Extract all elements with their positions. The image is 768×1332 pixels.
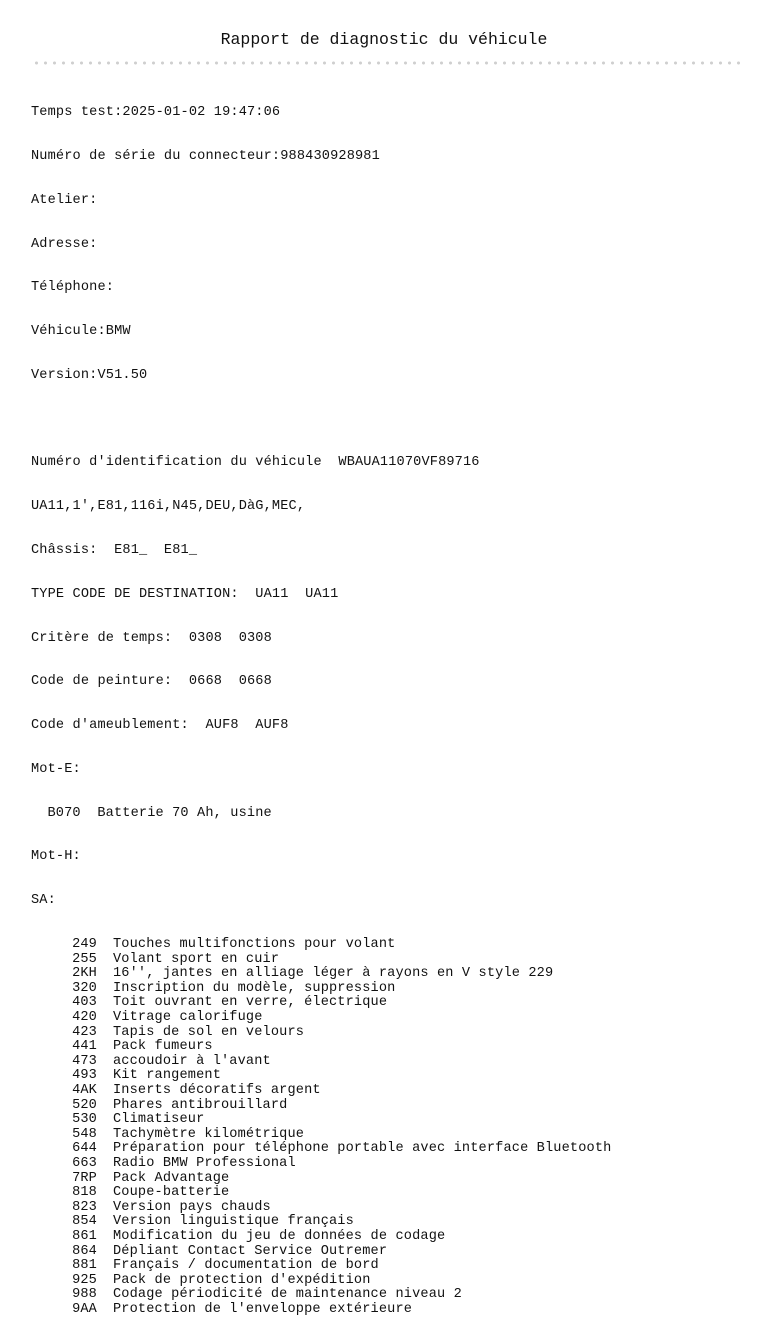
mot-h-label: Mot-H: bbox=[31, 849, 81, 865]
sa-option-description: Inserts décoratifs argent bbox=[113, 1082, 321, 1098]
sa-option-row bbox=[31, 1026, 611, 1041]
sa-option-row bbox=[31, 1201, 611, 1216]
sa-option-code: 663 bbox=[72, 1155, 97, 1171]
sa-option-code: 644 bbox=[72, 1141, 97, 1157]
sa-option-row bbox=[31, 1055, 611, 1070]
sa-option-code: 320 bbox=[72, 980, 97, 996]
sa-option-description: Pack de protection d'expédition bbox=[113, 1272, 371, 1288]
sa-option-code: 423 bbox=[72, 1024, 97, 1040]
sa-option-description: Kit rangement bbox=[113, 1068, 221, 1084]
sa-option-code: 861 bbox=[72, 1228, 97, 1244]
mot-e-entry: B070 Batterie 70 Ah, usine bbox=[47, 805, 272, 821]
sa-option-description: Version pays chauds bbox=[113, 1199, 271, 1215]
blank-gap bbox=[31, 413, 611, 428]
sa-option-code: 255 bbox=[72, 951, 97, 967]
sa-option-row bbox=[31, 1288, 611, 1303]
mot-e-label: Mot-E: bbox=[31, 761, 81, 777]
upholstery-code-line: Code d'ameublement: AUF8 AUF8 bbox=[31, 718, 289, 734]
sa-option-description: 16'', jantes en alliage léger à rayons en V style 229 bbox=[113, 966, 554, 982]
sa-option-code: 441 bbox=[72, 1039, 97, 1055]
sa-option-description: Climatiseur bbox=[113, 1112, 205, 1128]
phone-line: Téléphone: bbox=[31, 280, 115, 296]
sa-option-row bbox=[31, 1303, 611, 1318]
sa-option-code: 881 bbox=[72, 1258, 97, 1274]
sa-option-row bbox=[31, 1011, 611, 1026]
sa-option-code: 854 bbox=[72, 1214, 97, 1230]
sa-option-code: 2KH bbox=[72, 966, 97, 982]
sa-option-code: 420 bbox=[72, 1010, 97, 1025]
sa-option-description: Tapis de sol en velours bbox=[113, 1024, 305, 1040]
sa-option-row bbox=[31, 1142, 611, 1157]
connector-serial-line: Numéro de série du connecteur:988430928981 bbox=[31, 148, 380, 164]
sa-option-row bbox=[31, 1069, 611, 1084]
sa-option-description: Dépliant Contact Service Outremer bbox=[113, 1243, 388, 1259]
sa-option-code: 9AA bbox=[72, 1301, 97, 1317]
sa-option-code: 530 bbox=[72, 1112, 97, 1128]
sa-label: SA: bbox=[31, 893, 56, 909]
sa-option-description: Protection de l'enveloppe extérieure bbox=[113, 1301, 413, 1317]
sa-option-row bbox=[31, 1113, 611, 1128]
sa-option-row bbox=[31, 1157, 611, 1172]
vehicle-line: Véhicule:BMW bbox=[31, 324, 131, 340]
sa-option-description: Codage périodicité de maintenance niveau 2 bbox=[113, 1287, 462, 1303]
sa-option-code: 249 bbox=[72, 937, 97, 953]
sa-option-code: 818 bbox=[72, 1185, 97, 1201]
dotted-separator bbox=[32, 60, 744, 66]
model-code-line: UA11,1',E81,116i,N45,DEU,DàG,MEC, bbox=[31, 499, 306, 515]
sa-option-description: Modification du jeu de données de codage bbox=[113, 1228, 446, 1244]
sa-option-row bbox=[31, 1186, 611, 1201]
sa-option-description: Radio BMW Professional bbox=[113, 1155, 296, 1171]
sa-option-row bbox=[31, 953, 611, 968]
sa-option-description: Tachymètre kilométrique bbox=[113, 1126, 305, 1142]
sa-option-code: 548 bbox=[72, 1126, 97, 1142]
sa-option-description: Toit ouvrant en verre, électrique bbox=[113, 995, 388, 1011]
sa-option-description: Version linguistique français bbox=[113, 1214, 354, 1230]
sa-option-code: 988 bbox=[72, 1287, 97, 1303]
sa-option-description: Coupe-batterie bbox=[113, 1185, 230, 1201]
sa-option-row bbox=[31, 967, 611, 982]
workshop-line: Atelier: bbox=[31, 192, 98, 208]
sa-option-description: Volant sport en cuir bbox=[113, 951, 280, 967]
sa-option-row bbox=[31, 982, 611, 997]
sa-option-code: 823 bbox=[72, 1199, 97, 1215]
sa-option-code: 4AK bbox=[72, 1082, 97, 1098]
test-time-line: Temps test:2025-01-02 19:47:06 bbox=[31, 105, 281, 121]
sa-option-code: 493 bbox=[72, 1068, 97, 1084]
sa-option-code: 403 bbox=[72, 995, 97, 1011]
sa-option-description: Touches multifonctions pour volant bbox=[113, 937, 396, 953]
sa-option-code: 925 bbox=[72, 1272, 97, 1288]
sa-option-row bbox=[31, 996, 611, 1011]
report-body bbox=[31, 77, 611, 1332]
sa-option-code: 7RP bbox=[72, 1170, 97, 1186]
sa-option-row bbox=[31, 1274, 611, 1289]
sa-option-row bbox=[31, 1040, 611, 1055]
sa-option-description: accoudoir à l'avant bbox=[113, 1053, 271, 1069]
sa-option-row bbox=[31, 1172, 611, 1187]
sa-option-row bbox=[31, 1259, 611, 1274]
vin-line: Numéro d'identification du véhicule WBAUA11070VF89716 bbox=[31, 455, 480, 471]
sa-option-row bbox=[31, 1128, 611, 1143]
sa-option-row bbox=[31, 1084, 611, 1099]
sa-option-description: Inscription du modèle, suppression bbox=[113, 980, 396, 996]
sa-option-list bbox=[31, 938, 611, 1317]
sa-option-row bbox=[31, 1099, 611, 1114]
sa-option-code: 520 bbox=[72, 1097, 97, 1113]
sa-option-code: 473 bbox=[72, 1053, 97, 1069]
report-title: Rapport de diagnostic du véhicule bbox=[220, 30, 548, 49]
sa-option-description: Vitrage calorifuge bbox=[113, 1010, 263, 1025]
sa-option-description: Pack fumeurs bbox=[113, 1039, 213, 1055]
sa-option-description: Phares antibrouillard bbox=[113, 1097, 288, 1113]
sa-option-row bbox=[31, 1245, 611, 1260]
sa-option-row bbox=[31, 1215, 611, 1230]
chassis-line: Châssis: E81_ E81_ bbox=[31, 543, 198, 558]
sa-option-description: Français / documentation de bord bbox=[113, 1258, 379, 1274]
sa-option-row bbox=[31, 1230, 611, 1245]
sa-option-description: Pack Advantage bbox=[113, 1170, 230, 1186]
version-line: Version:V51.50 bbox=[31, 367, 148, 383]
destination-type-line: TYPE CODE DE DESTINATION: UA11 UA11 bbox=[31, 586, 339, 602]
sa-option-row bbox=[31, 938, 611, 953]
paint-code-line: Code de peinture: 0668 0668 bbox=[31, 674, 272, 690]
sa-option-description: Préparation pour téléphone portable avec interface Bluetooth bbox=[113, 1141, 612, 1157]
address-line: Adresse: bbox=[31, 236, 98, 252]
sa-option-code: 864 bbox=[72, 1243, 97, 1259]
time-criterion-line: Critère de temps: 0308 0308 bbox=[31, 630, 272, 646]
